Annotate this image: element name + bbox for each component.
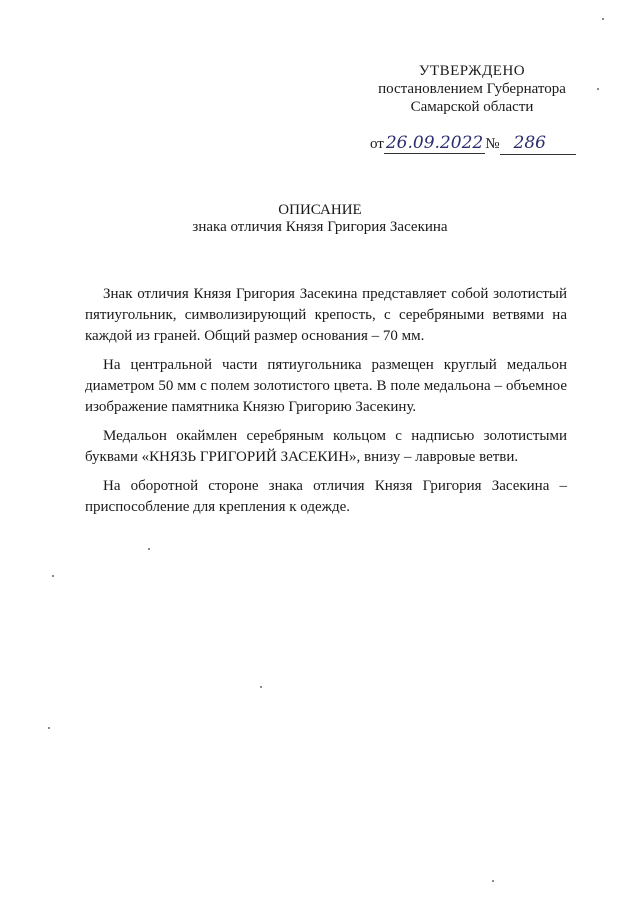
approval-heading: УТВЕРЖДЕНО [418,63,526,79]
handwritten-number: 286 [500,132,576,155]
scan-speck [602,18,604,20]
approval-stamp [372,62,572,116]
scan-speck [260,686,262,688]
number-prefix: № [485,136,500,152]
handwritten-date: 26.09.2022 [385,133,484,153]
approval-line-2: Самарской области [410,99,534,115]
scan-speck [492,880,494,882]
scan-speck [48,727,50,729]
decree-date-number [370,132,570,155]
title-heading: ОПИСАНИЕ [278,202,362,218]
scan-speck [597,88,599,90]
paragraph: Знак отличия Князя Григория Засекина представляет собой золотистый пятиугольник, символизирующий крепость, с серебряными ветвями на каждой из граней. Общий размер основания – 70 мм. [85,286,567,344]
scan-speck [148,548,150,550]
document-title [0,202,640,236]
date-prefix: от [370,136,384,152]
paragraph: Медальон окаймлен серебряным кольцом с надписью золотистыми буквами «КНЯЗЬ ГРИГОРИЙ ЗАСЕКИН», внизу – лавровые ветви. [85,428,567,465]
title-subtitle: знака отличия Князя Григория Засекина [192,219,448,235]
scan-speck [52,575,54,577]
approval-line-1: постановлением Губернатора [378,81,566,97]
paragraph: На центральной части пятиугольника размещен круглый медальон диаметром 50 мм с полем золотистого цвета. В поле медальона – объемное изображение памятника Князю Григорию Засекину. [85,357,567,415]
paragraph: На оборотной стороне знака отличия Князя Григория Засекина – приспособление для крепления к одежде. [85,478,567,515]
document-body [85,284,567,526]
